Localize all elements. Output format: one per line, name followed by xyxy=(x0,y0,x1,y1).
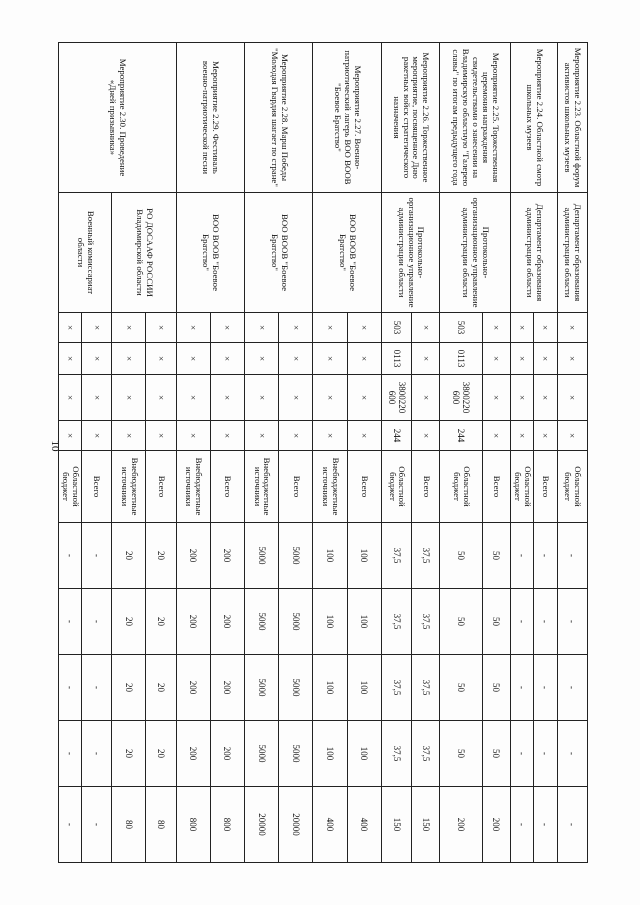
total-cell: 150 xyxy=(412,787,440,863)
year1-cell: 37,5 xyxy=(381,523,411,589)
year4-cell: 37,5 xyxy=(381,721,411,787)
vr-cell: × xyxy=(176,421,210,451)
rotated-table-container xyxy=(58,42,588,862)
table-row xyxy=(412,43,440,863)
year2-cell: 100 xyxy=(313,589,347,655)
source-cell: Всего xyxy=(210,451,244,523)
vr-cell: × xyxy=(59,421,82,451)
rzpr-cell: × xyxy=(557,343,587,375)
csr-cell: × xyxy=(146,375,176,421)
source-cell: Областной бюджет xyxy=(557,451,587,523)
csr-cell: × xyxy=(347,375,381,421)
page-number: 10 xyxy=(49,440,61,452)
table-row xyxy=(533,43,557,863)
csr-cell: × xyxy=(245,375,279,421)
year4-cell: 200 xyxy=(210,721,244,787)
year2-cell: 20 xyxy=(112,589,146,655)
csr-cell: × xyxy=(81,375,111,421)
year4-cell: 37,5 xyxy=(412,721,440,787)
csr-cell: × xyxy=(557,375,587,421)
grbs-cell: 503 xyxy=(381,313,411,343)
csr-cell: × xyxy=(482,375,510,421)
year3-cell: 200 xyxy=(210,655,244,721)
year1-cell: - xyxy=(59,523,82,589)
vr-cell: × xyxy=(279,421,313,451)
event-cell: Мероприятие 2.23. Областной форум активистов школьных музеев xyxy=(557,43,587,193)
source-cell: Всего xyxy=(412,451,440,523)
year3-cell: 200 xyxy=(176,655,210,721)
total-cell: 400 xyxy=(313,787,347,863)
vr-cell: 244 xyxy=(381,421,411,451)
csr-cell: × xyxy=(210,375,244,421)
year3-cell: - xyxy=(59,655,82,721)
rzpr-cell: × xyxy=(59,343,82,375)
table-row xyxy=(146,43,176,863)
source-cell: Всего xyxy=(533,451,557,523)
year1-cell: 37,5 xyxy=(412,523,440,589)
executor-cell: ВОО ВООВ "Боевое Братство" xyxy=(176,193,244,313)
year2-cell: 200 xyxy=(210,589,244,655)
vr-cell: × xyxy=(412,421,440,451)
grbs-cell: × xyxy=(533,313,557,343)
year4-cell: - xyxy=(533,721,557,787)
year1-cell: 5000 xyxy=(279,523,313,589)
total-cell: 800 xyxy=(176,787,210,863)
event-cell: Мероприятие 2.29. Фестиваль военно-патриотической песни xyxy=(176,43,244,193)
year1-cell: 20 xyxy=(146,523,176,589)
total-cell: - xyxy=(533,787,557,863)
event-cell: Мероприятие 2.24. Областной смотр школьных музеев xyxy=(510,43,557,193)
year1-cell: - xyxy=(510,523,533,589)
year3-cell: 37,5 xyxy=(381,655,411,721)
executor-cell: Протокольно-организационное управление администрации области xyxy=(440,193,510,313)
source-cell: Внебюджетные источники xyxy=(112,451,146,523)
csr-cell: × xyxy=(313,375,347,421)
rzpr-cell: × xyxy=(510,343,533,375)
budget-table xyxy=(58,42,588,863)
total-cell: - xyxy=(81,787,111,863)
year2-cell: 50 xyxy=(482,589,510,655)
source-cell: Областной бюджет xyxy=(59,451,82,523)
rzpr-cell: × xyxy=(482,343,510,375)
grbs-cell: × xyxy=(313,313,347,343)
year2-cell: - xyxy=(557,589,587,655)
table-row xyxy=(347,43,381,863)
year1-cell: - xyxy=(557,523,587,589)
year2-cell: 37,5 xyxy=(412,589,440,655)
total-cell: 150 xyxy=(381,787,411,863)
total-cell: 80 xyxy=(112,787,146,863)
year1-cell: - xyxy=(533,523,557,589)
source-cell: Всего xyxy=(482,451,510,523)
grbs-cell: × xyxy=(210,313,244,343)
year2-cell: 5000 xyxy=(279,589,313,655)
year2-cell: 100 xyxy=(347,589,381,655)
year2-cell: - xyxy=(533,589,557,655)
rzpr-cell: 0113 xyxy=(440,343,482,375)
year2-cell: - xyxy=(59,589,82,655)
source-cell: Всего xyxy=(347,451,381,523)
event-cell: Мероприятие 2.28. Марш Победы "Молодая Гвардия шагает по стране" xyxy=(245,43,313,193)
csr-cell: × xyxy=(412,375,440,421)
rzpr-cell: × xyxy=(347,343,381,375)
csr-cell: × xyxy=(112,375,146,421)
year1-cell: 50 xyxy=(440,523,482,589)
grbs-cell: × xyxy=(482,313,510,343)
rzpr-cell: × xyxy=(245,343,279,375)
table-row xyxy=(482,43,510,863)
grbs-cell: × xyxy=(112,313,146,343)
total-cell: 400 xyxy=(347,787,381,863)
year1-cell: 50 xyxy=(482,523,510,589)
year3-cell: - xyxy=(81,655,111,721)
table-row xyxy=(279,43,313,863)
total-cell: 800 xyxy=(210,787,244,863)
year4-cell: - xyxy=(510,721,533,787)
vr-cell: × xyxy=(81,421,111,451)
executor-cell: ВОО ВООВ "Боевое Братство" xyxy=(245,193,313,313)
year2-cell: - xyxy=(81,589,111,655)
source-cell: Областной бюджет xyxy=(440,451,482,523)
total-cell: 20000 xyxy=(279,787,313,863)
total-cell: 20000 xyxy=(245,787,279,863)
rzpr-cell: × xyxy=(533,343,557,375)
year3-cell: 100 xyxy=(313,655,347,721)
year4-cell: 100 xyxy=(313,721,347,787)
total-cell: 200 xyxy=(482,787,510,863)
vr-cell: × xyxy=(557,421,587,451)
executor-cell: Департамент образования администрации области xyxy=(557,193,587,313)
vr-cell: 244 xyxy=(440,421,482,451)
vr-cell: × xyxy=(210,421,244,451)
rzpr-cell: × xyxy=(210,343,244,375)
source-cell: Внебюджетные источники xyxy=(245,451,279,523)
year3-cell: 5000 xyxy=(245,655,279,721)
year1-cell: - xyxy=(81,523,111,589)
vr-cell: × xyxy=(146,421,176,451)
executor-cell: Протокольно-организационное управление администрации области xyxy=(381,193,439,313)
grbs-cell: × xyxy=(510,313,533,343)
year3-cell: 100 xyxy=(347,655,381,721)
grbs-cell: × xyxy=(146,313,176,343)
year3-cell: 5000 xyxy=(279,655,313,721)
source-cell: Внебюджетные источники xyxy=(313,451,347,523)
grbs-cell: × xyxy=(347,313,381,343)
year4-cell: 100 xyxy=(347,721,381,787)
year2-cell: 50 xyxy=(440,589,482,655)
csr-cell: × xyxy=(176,375,210,421)
rzpr-cell: × xyxy=(313,343,347,375)
source-cell: Внебюджетные источники xyxy=(176,451,210,523)
total-cell: - xyxy=(557,787,587,863)
source-cell: Всего xyxy=(146,451,176,523)
executor-cell: ВОО ВООВ "Боевое Братство" xyxy=(313,193,381,313)
csr-cell: × xyxy=(533,375,557,421)
total-cell: 80 xyxy=(146,787,176,863)
grbs-cell: × xyxy=(176,313,210,343)
event-cell: Мероприятие 2.26. Торжественное мероприятие, посвященное Дню ракетных войск стратегического назначения xyxy=(381,43,439,193)
source-cell: Всего xyxy=(279,451,313,523)
rzpr-cell: × xyxy=(176,343,210,375)
year4-cell: 5000 xyxy=(279,721,313,787)
year3-cell: 50 xyxy=(440,655,482,721)
csr-cell: × xyxy=(279,375,313,421)
grbs-cell: × xyxy=(279,313,313,343)
year3-cell: - xyxy=(510,655,533,721)
total-cell: - xyxy=(59,787,82,863)
year4-cell: 20 xyxy=(146,721,176,787)
vr-cell: × xyxy=(313,421,347,451)
csr-cell: 3800220 600 xyxy=(381,375,411,421)
year1-cell: 100 xyxy=(347,523,381,589)
rzpr-cell: 0113 xyxy=(381,343,411,375)
year3-cell: 50 xyxy=(482,655,510,721)
year3-cell: 20 xyxy=(146,655,176,721)
year4-cell: 50 xyxy=(440,721,482,787)
year1-cell: 200 xyxy=(210,523,244,589)
event-cell: Мероприятие 2.30. Проведение «Дней призывника» xyxy=(59,43,177,193)
event-cell: Мероприятие 2.25. Торжественная церемония награждения свидетельствами о занесении на Владимирскую областную "Галерею славы" по итогам предыдущего года xyxy=(440,43,510,193)
rzpr-cell: × xyxy=(146,343,176,375)
grbs-cell: × xyxy=(412,313,440,343)
table-row xyxy=(557,43,587,863)
executor-cell: Департамент образования администрации области xyxy=(510,193,557,313)
year4-cell: - xyxy=(59,721,82,787)
vr-cell: × xyxy=(347,421,381,451)
source-cell: Областной бюджет xyxy=(381,451,411,523)
year2-cell: 37,5 xyxy=(381,589,411,655)
year1-cell: 100 xyxy=(313,523,347,589)
year2-cell: - xyxy=(510,589,533,655)
executor-cell: РО ДОСААФ РОССИИ Владимирской области xyxy=(112,193,176,313)
year4-cell: - xyxy=(81,721,111,787)
vr-cell: × xyxy=(510,421,533,451)
table-row xyxy=(210,43,244,863)
executor-cell: Военный комиссариат области xyxy=(59,193,112,313)
event-cell: Мероприятие 2.27. Военно-патриотический лагерь ВОО ВООВ "Боевое Братство" xyxy=(313,43,381,193)
vr-cell: × xyxy=(482,421,510,451)
year2-cell: 5000 xyxy=(245,589,279,655)
year3-cell: 20 xyxy=(112,655,146,721)
csr-cell: × xyxy=(59,375,82,421)
csr-cell: 3800220 600 xyxy=(440,375,482,421)
grbs-cell: × xyxy=(557,313,587,343)
rzpr-cell: × xyxy=(412,343,440,375)
csr-cell: × xyxy=(510,375,533,421)
source-cell: Всего xyxy=(81,451,111,523)
vr-cell: × xyxy=(112,421,146,451)
year3-cell: - xyxy=(533,655,557,721)
year1-cell: 5000 xyxy=(245,523,279,589)
vr-cell: × xyxy=(533,421,557,451)
year3-cell: 37,5 xyxy=(412,655,440,721)
total-cell: - xyxy=(510,787,533,863)
rzpr-cell: × xyxy=(112,343,146,375)
source-cell: Областной бюджет xyxy=(510,451,533,523)
vr-cell: × xyxy=(245,421,279,451)
year4-cell: - xyxy=(557,721,587,787)
grbs-cell: 503 xyxy=(440,313,482,343)
year1-cell: 200 xyxy=(176,523,210,589)
year4-cell: 5000 xyxy=(245,721,279,787)
total-cell: 200 xyxy=(440,787,482,863)
year2-cell: 200 xyxy=(176,589,210,655)
rzpr-cell: × xyxy=(279,343,313,375)
grbs-cell: × xyxy=(81,313,111,343)
grbs-cell: × xyxy=(59,313,82,343)
year4-cell: 50 xyxy=(482,721,510,787)
year3-cell: - xyxy=(557,655,587,721)
rzpr-cell: × xyxy=(81,343,111,375)
year1-cell: 20 xyxy=(112,523,146,589)
year4-cell: 20 xyxy=(112,721,146,787)
year2-cell: 20 xyxy=(146,589,176,655)
year4-cell: 200 xyxy=(176,721,210,787)
grbs-cell: × xyxy=(245,313,279,343)
